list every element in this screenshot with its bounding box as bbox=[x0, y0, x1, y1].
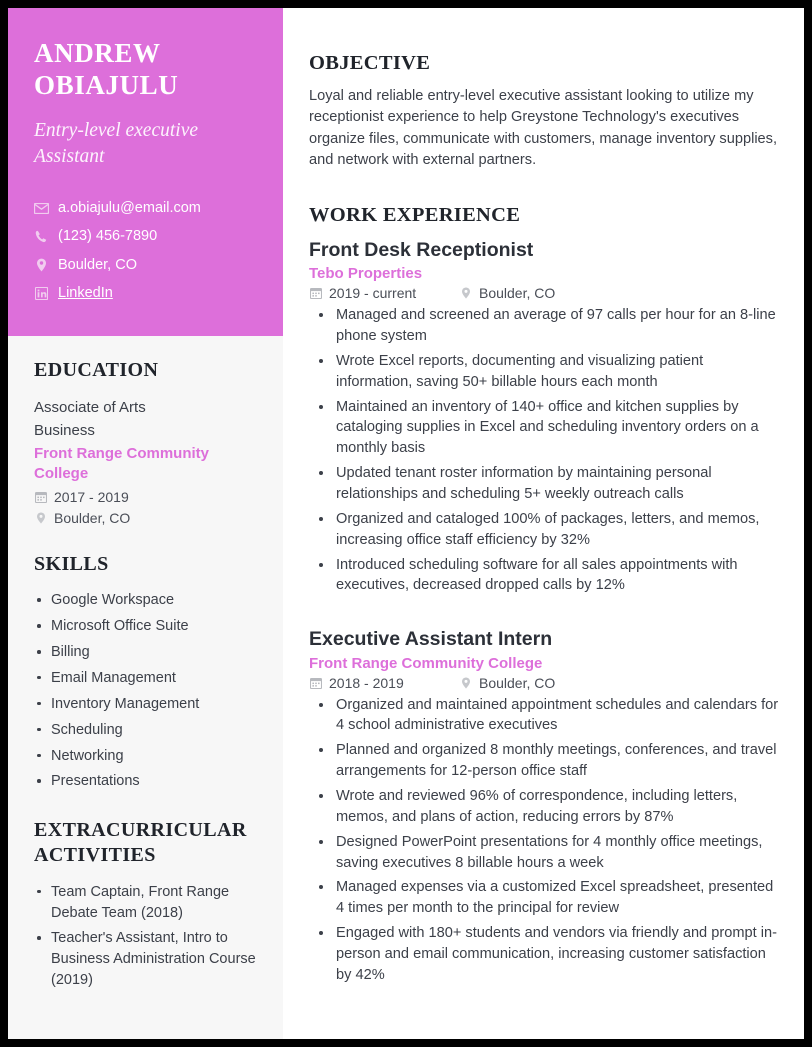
extracurricular-section bbox=[34, 818, 257, 991]
calendar-icon bbox=[34, 491, 47, 503]
map-pin-icon bbox=[34, 512, 47, 524]
job-location-text: Boulder, CO bbox=[479, 674, 556, 691]
job-entry bbox=[309, 238, 782, 597]
job-meta bbox=[309, 675, 782, 691]
resume-page bbox=[8, 8, 804, 1039]
job-bullets bbox=[309, 305, 782, 596]
linkedin-icon bbox=[34, 287, 49, 300]
education-heading: EDUCATION bbox=[34, 358, 159, 381]
list-item: Billing bbox=[34, 642, 257, 663]
skills-section bbox=[34, 552, 257, 792]
job-entry bbox=[309, 627, 782, 986]
calendar-icon bbox=[309, 287, 322, 299]
candidate-job-title: Entry-level executive Assistant bbox=[34, 119, 199, 167]
job-dates-text: 2019 - current bbox=[329, 285, 417, 302]
extracurricular-heading: EXTRACURRICULAR ACTIVITIES bbox=[34, 819, 247, 867]
phone-icon bbox=[34, 230, 49, 244]
list-item: Managed and screened an average of 97 calls per hour for an 8-line phone system bbox=[309, 305, 782, 347]
sidebar-sections bbox=[8, 336, 283, 1028]
list-item: Inventory Management bbox=[34, 694, 257, 715]
list-item: Team Captain, Front Range Debate Team (2018) bbox=[34, 882, 257, 924]
skills-heading: SKILLS bbox=[34, 553, 109, 576]
map-pin-icon bbox=[459, 287, 472, 299]
list-item: Email Management bbox=[34, 668, 257, 689]
map-pin-icon bbox=[34, 258, 49, 272]
contact-phone[interactable] bbox=[34, 228, 257, 245]
job-title: Front Desk Receptionist bbox=[309, 238, 534, 261]
section-spacer bbox=[309, 605, 782, 627]
job-title: Executive Assistant Intern bbox=[309, 628, 553, 651]
list-item: Wrote and reviewed 96% of correspondence, including letters, memos, and plans of action, reducing errors by 87% bbox=[309, 786, 782, 828]
objective-section bbox=[309, 52, 782, 172]
list-item: Managed expenses via a customized Excel spreadsheet, presented 4 times per month to the principal for review bbox=[309, 877, 782, 919]
education-degree: Associate of Arts bbox=[34, 398, 146, 416]
contact-email[interactable] bbox=[34, 200, 257, 217]
job-company: Tebo Properties bbox=[309, 265, 423, 283]
objective-text: Loyal and reliable entry-level executive assistant looking to utilize my receptionist experience to help Greystone Technology's executives organize files, communicate with customers, manage inventory supplies, and network with external partners. bbox=[309, 88, 778, 169]
contact-email-text: a.obiajulu@email.com bbox=[58, 199, 201, 216]
job-dates bbox=[309, 675, 459, 691]
candidate-name: ANDREW OBIAJULU bbox=[34, 38, 179, 100]
education-location bbox=[34, 510, 257, 526]
education-location-text: Boulder, CO bbox=[54, 510, 131, 527]
job-bullets bbox=[309, 695, 782, 986]
list-item: Planned and organized 8 monthly meetings, conferences, and travel arrangements for 12-person office staff bbox=[309, 740, 782, 782]
job-location bbox=[459, 675, 555, 691]
job-dates bbox=[309, 285, 459, 301]
map-pin-icon bbox=[459, 677, 472, 689]
extracurricular-list bbox=[34, 882, 257, 991]
job-company: Front Range Community College bbox=[309, 654, 543, 672]
main-column bbox=[283, 8, 804, 1039]
work-experience-section bbox=[309, 204, 782, 986]
job-meta bbox=[309, 285, 782, 301]
list-item: Teacher's Assistant, Intro to Business Administration Course (2019) bbox=[34, 928, 257, 991]
envelope-icon bbox=[34, 203, 49, 214]
education-school: Front Range Community College bbox=[34, 445, 209, 483]
list-item: Introduced scheduling software for all sales appointments with executives, decreased dropped calls by 12% bbox=[309, 555, 782, 597]
job-dates-text: 2018 - 2019 bbox=[329, 674, 404, 691]
contact-location bbox=[34, 257, 257, 274]
contact-location-text: Boulder, CO bbox=[58, 256, 137, 273]
education-section bbox=[34, 358, 257, 527]
list-item: Organized and cataloged 100% of packages, letters, and memos, increasing office staff efficiency by 32% bbox=[309, 509, 782, 551]
work-experience-heading: WORK EXPERIENCE bbox=[309, 203, 521, 226]
list-item: Microsoft Office Suite bbox=[34, 616, 257, 637]
calendar-icon bbox=[309, 677, 322, 689]
list-item: Updated tenant roster information by maintaining personal relationships and scheduling 5+ weekly outreach calls bbox=[309, 463, 782, 505]
list-item: Designed PowerPoint presentations for 4 monthly office meetings, saving executives 8 billable hours a week bbox=[309, 832, 782, 874]
list-item: Networking bbox=[34, 746, 257, 767]
list-item: Maintained an inventory of 140+ office and kitchen supplies by cataloging supplies in Excel and scheduling inventory orders on a monthly basis bbox=[309, 397, 782, 460]
list-item: Scheduling bbox=[34, 720, 257, 741]
contact-linkedin-link[interactable]: LinkedIn bbox=[58, 285, 113, 302]
sidebar bbox=[8, 8, 283, 1039]
education-dates-text: 2017 - 2019 bbox=[54, 489, 129, 506]
job-location bbox=[459, 285, 555, 301]
education-dates bbox=[34, 489, 257, 505]
list-item: Engaged with 180+ students and vendors via friendly and prompt in-person and email communication, increasing customer satisfaction by 42% bbox=[309, 923, 782, 986]
contact-linkedin[interactable] bbox=[34, 285, 257, 302]
skills-list bbox=[34, 590, 257, 792]
list-item: Organized and maintained appointment schedules and calendars for 4 school administrative executives bbox=[309, 695, 782, 737]
contact-phone-text: (123) 456-7890 bbox=[58, 228, 158, 245]
job-location-text: Boulder, CO bbox=[479, 285, 556, 302]
education-major: Business bbox=[34, 421, 95, 439]
list-item: Google Workspace bbox=[34, 590, 257, 611]
objective-heading: OBJECTIVE bbox=[309, 52, 431, 74]
list-item: Presentations bbox=[34, 771, 257, 792]
list-item: Wrote Excel reports, documenting and visualizing patient information, saving 50+ billable hours each month bbox=[309, 351, 782, 393]
header-block bbox=[8, 8, 283, 336]
